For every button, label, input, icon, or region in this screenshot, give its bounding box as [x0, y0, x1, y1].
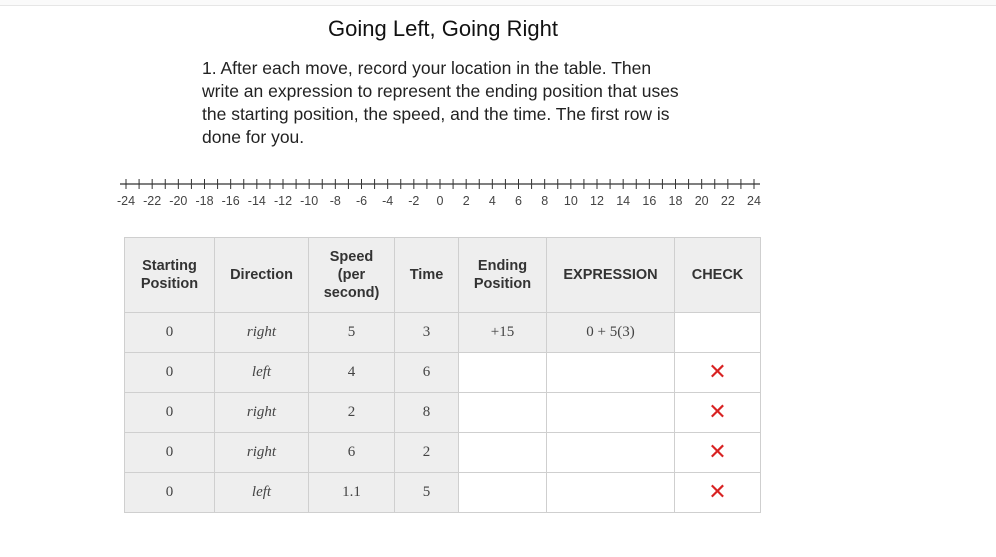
number-line-label: -22: [143, 194, 162, 208]
number-line-label: 16: [642, 194, 657, 208]
cell-time: 5: [395, 473, 459, 513]
number-line-label: -14: [247, 194, 266, 208]
table-row: [125, 433, 761, 473]
table-row: [125, 353, 761, 393]
number-line-label: 24: [747, 194, 761, 208]
number-line-label: -16: [221, 194, 240, 208]
cell-starting-position: 0: [125, 353, 215, 393]
cell-check: [675, 473, 761, 513]
cell-speed: 6: [309, 433, 395, 473]
number-line-label: 18: [668, 194, 683, 208]
top-divider: [0, 0, 996, 6]
cell-direction: left: [215, 473, 309, 513]
number-line-label: -20: [169, 194, 188, 208]
number-line-label: 20: [694, 194, 709, 208]
movement-table: [124, 237, 761, 513]
incorrect-x-icon: ✕: [708, 359, 727, 385]
header-time: Time: [395, 238, 459, 313]
cell-speed: 1.1: [309, 473, 395, 513]
number-line-label: -4: [382, 194, 394, 208]
number-line-label: -24: [116, 194, 136, 208]
cell-check: [675, 353, 761, 393]
question-prompt: 1. After each move, record your location in the table. Then write an expression to represent the ending position that uses the starting position, the speed, and the time. The first row is done for you.: [202, 58, 679, 147]
cell-expression: 0 + 5(3): [547, 313, 675, 353]
cell-speed: 5: [309, 313, 395, 353]
cell-speed: 4: [309, 353, 395, 393]
expression-input[interactable]: [547, 393, 675, 433]
number-line-label: 22: [720, 194, 735, 208]
number-line-label: -6: [355, 194, 368, 208]
cell-starting-position: 0: [125, 393, 215, 433]
cell-ending-position: +15: [459, 313, 547, 353]
number-line-label: -18: [195, 194, 214, 208]
header-check: CHECK: [675, 238, 761, 313]
expression-input[interactable]: [547, 353, 675, 393]
cell-direction: right: [215, 313, 309, 353]
cell-time: 6: [395, 353, 459, 393]
number-line-label: 2: [462, 194, 470, 208]
header-ending-position: Ending Position: [459, 238, 547, 313]
ending-position-input[interactable]: [459, 393, 547, 433]
ending-position-input[interactable]: [459, 433, 547, 473]
incorrect-x-icon: ✕: [708, 399, 727, 425]
expression-input[interactable]: [547, 473, 675, 513]
header-speed: Speed (per second): [309, 238, 395, 313]
number-line-label: 0: [436, 194, 444, 208]
incorrect-x-icon: ✕: [708, 479, 727, 505]
number-line-label: 4: [488, 194, 496, 208]
cell-check: [675, 393, 761, 433]
cell-speed: 2: [309, 393, 395, 433]
ending-position-input[interactable]: [459, 353, 547, 393]
number-line-label: 14: [616, 194, 631, 208]
table-row: [125, 473, 761, 513]
cell-time: 3: [395, 313, 459, 353]
cell-starting-position: 0: [125, 313, 215, 353]
table-row: [125, 313, 761, 353]
number-line-label: -10: [300, 194, 319, 208]
number-line-label: -2: [408, 194, 420, 208]
cell-time: 2: [395, 433, 459, 473]
cell-check: [675, 433, 761, 473]
cell-starting-position: 0: [125, 473, 215, 513]
number-line-label: -8: [329, 194, 341, 208]
page-title: Going Left, Going Right: [328, 16, 558, 41]
number-line-label: 12: [590, 194, 604, 208]
number-line-label: -12: [273, 194, 293, 208]
cell-starting-position: 0: [125, 433, 215, 473]
cell-time: 8: [395, 393, 459, 433]
cell-direction: right: [215, 433, 309, 473]
expression-input[interactable]: [547, 433, 675, 473]
header-direction: Direction: [215, 238, 309, 313]
cell-check: [675, 313, 761, 353]
number-line-label: 10: [563, 194, 578, 208]
number-line: [112, 173, 772, 213]
cell-direction: right: [215, 393, 309, 433]
ending-position-input[interactable]: [459, 473, 547, 513]
table-header-row: [125, 238, 761, 313]
number-line-label: 8: [541, 194, 549, 208]
number-line-label: 6: [515, 194, 522, 208]
cell-direction: left: [215, 353, 309, 393]
table-row: [125, 393, 761, 433]
header-expression: EXPRESSION: [547, 238, 675, 313]
incorrect-x-icon: ✕: [708, 439, 727, 465]
header-starting-position: Starting Position: [125, 238, 215, 313]
